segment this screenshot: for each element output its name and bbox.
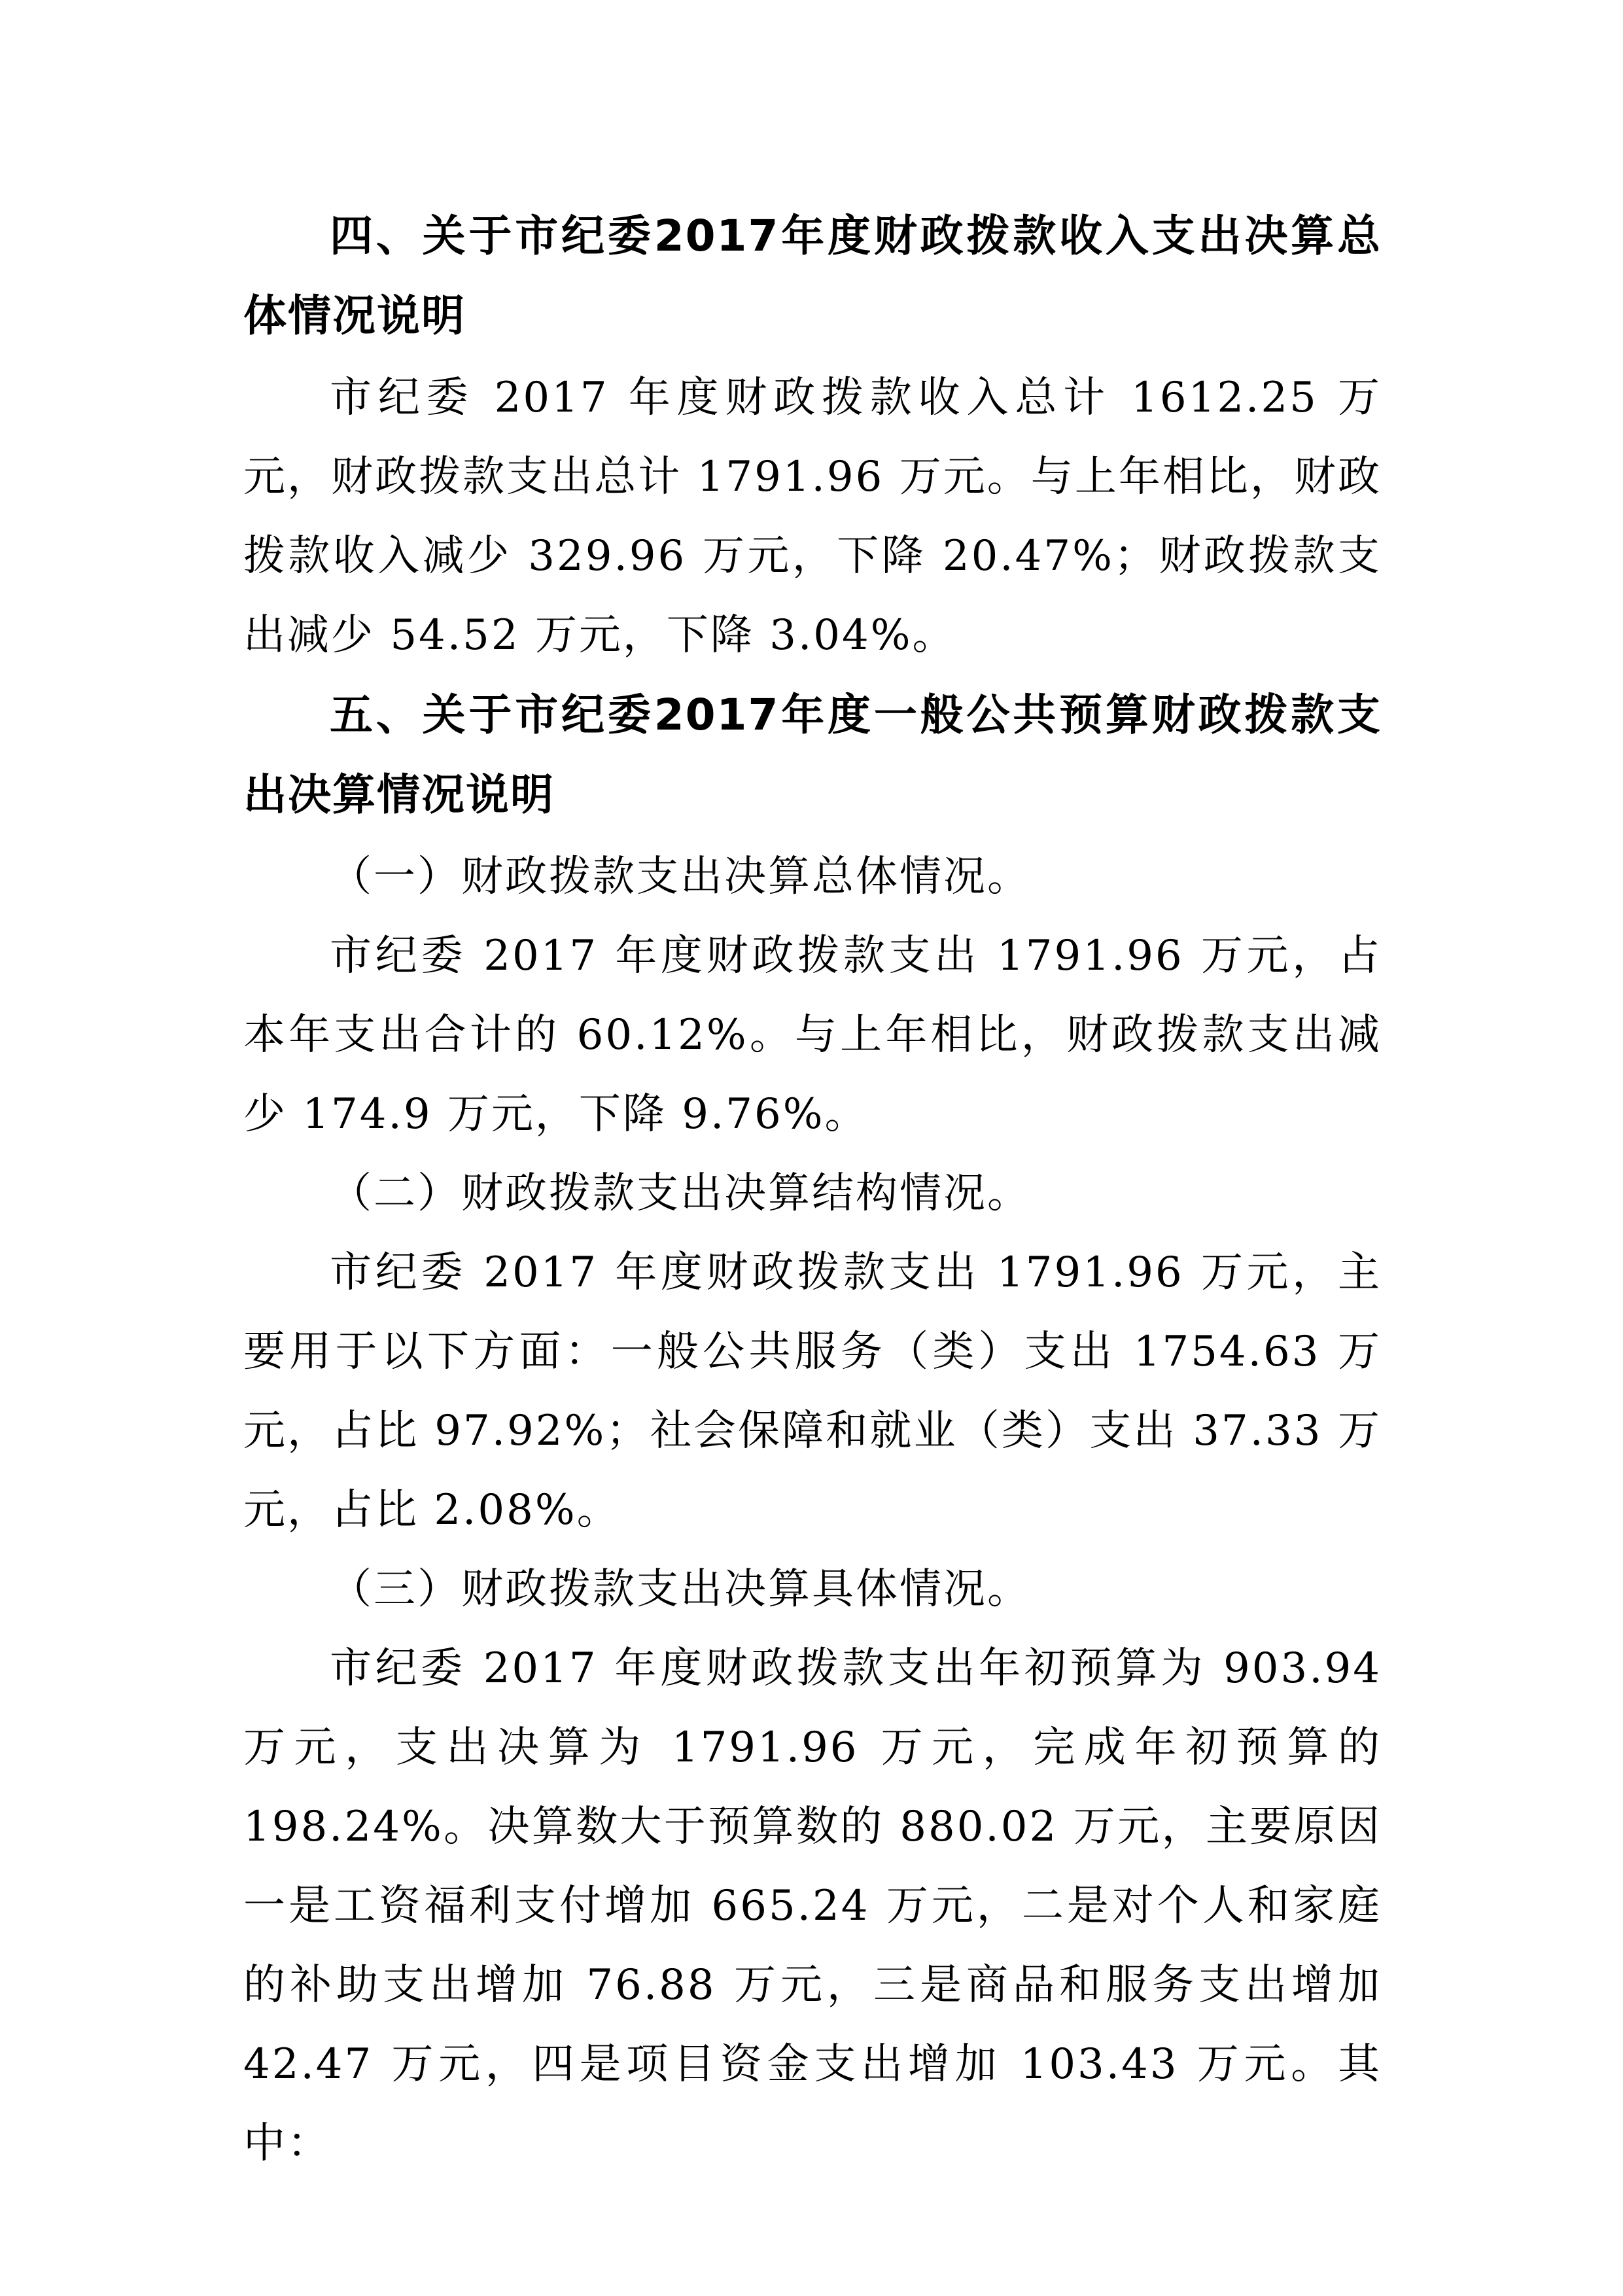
section-5-heading: 五、关于市纪委2017年度一般公共预算财政拨款支出决算情况说明 bbox=[243, 690, 1382, 820]
subsection-2-paragraph: 市纪委 2017 年度财政拨款支出 1791.96 万元，主要用于以下方面：一般公共服务（类）支出 1754.63 万元，占比 97.92%；社会保障和就业（类）支出 37.33 万元，占比 2.08%。 bbox=[243, 1248, 1382, 1534]
subsection-2-title: （二）财政拨款支出决算结构情况。 bbox=[330, 1169, 1031, 1218]
subsection-1-paragraph: 市纪委 2017 年度财政拨款支出 1791.96 万元，占本年支出合计的 60.12%。与上年相比，财政拨款支出减少 174.9 万元，下降 9.76%。 bbox=[243, 932, 1382, 1139]
document-page bbox=[243, 196, 1382, 2183]
subsection-1-title: （一）财政拨款支出决算总体情况。 bbox=[330, 853, 1031, 901]
section-4-heading: 四、关于市纪委2017年度财政拨款收入支出决算总体情况说明 bbox=[243, 211, 1382, 341]
subsection-3-paragraph: 市纪委 2017 年度财政拨款支出年初预算为 903.94 万元，支出决算为 1791.96 万元，完成年初预算的 198.24%。决算数大于预算数的 880.02 万元，主要原因一是工资福利支付增加 665.24 万元，二是对个人和家庭的补助支出增加 76.88 万元，三是商品和服务支出增加 42.47 万元，四是项目资金支出增加 103.43 万元。其中： bbox=[243, 1644, 1382, 2168]
subsection-3-title: （三）财政拨款支出决算具体情况。 bbox=[330, 1565, 1031, 1614]
section-4-paragraph: 市纪委 2017 年度财政拨款收入总计 1612.25 万元，财政拨款支出总计 1791.96 万元。与上年相比，财政拨款收入减少 329.96 万元，下降 20.47%；财政拨款支出减少 54.52 万元，下降 3.04%。 bbox=[243, 374, 1382, 660]
